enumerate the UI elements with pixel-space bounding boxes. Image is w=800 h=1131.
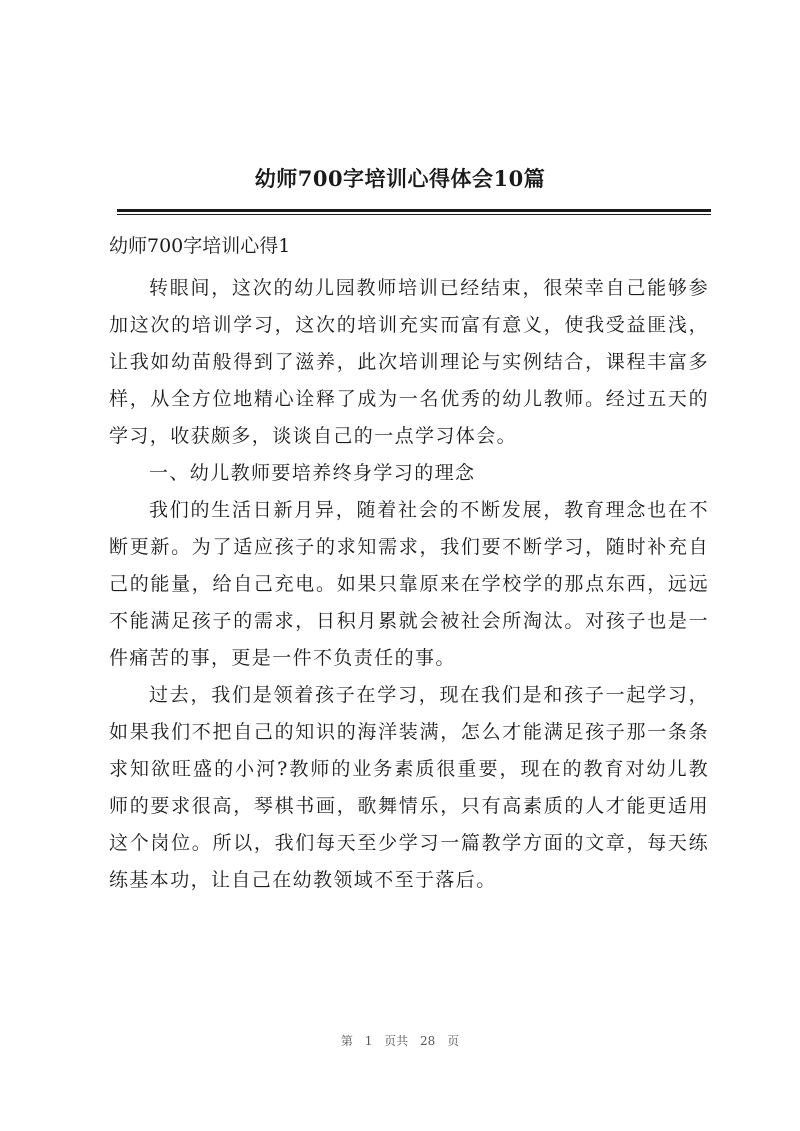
- paragraph: 过去，我们是领着孩子在学习，现在我们是和孩子一起学习，如果我们不把自己的知识的海洋装满，怎么才能满足孩子那一条条求知欲旺盛的小河?教师的业务素质很重要，现在的教育对幼儿教师的要求很高，琴棋书画，歌舞情乐，只有高素质的人才能更适用这个岗位。所以，我们每天至少学习一篇教学方面的文章，每天练练基本功，让自己在幼教领域不至于落后。: [109, 684, 709, 891]
- subheading-paragraph: 一、幼儿教师要培养终身学习的理念: [149, 462, 476, 484]
- title-divider-thick: [117, 209, 711, 212]
- section-heading: 幼师700字培训心得1: [109, 235, 291, 257]
- paragraph: 转眼间，这次的幼儿园教师培训已经结束，很荣幸自己能够参加这次的培训学习，这次的培训充实而富有意义，使我受益匪浅，让我如幼苗般得到了滋养，此次培训理论与实例结合，课程丰富多样，从全方位地精心诠释了成为一名优秀的幼儿教师。经过五天的学习，收获颇多，谈谈自己的一点学习体会。: [109, 277, 709, 447]
- document-title: 幼师700字培训心得体会10篇: [254, 166, 546, 191]
- title-divider-thin: [117, 214, 711, 215]
- document-body: [109, 270, 709, 899]
- paragraph: 我们的生活日新月异，随着社会的不断发展，教育理念也在不断更新。为了适应孩子的求知需求，我们要不断学习，随时补充自己的能量，给自己充电。如果只靠原来在学校学的那点东西，远远不能满足孩子的需求，日积月累就会被社会所淘汰。对孩子也是一件痛苦的事，更是一件不负责任的事。: [109, 499, 709, 669]
- page-number-footer: 第 1 页共 28 页: [340, 1034, 460, 1048]
